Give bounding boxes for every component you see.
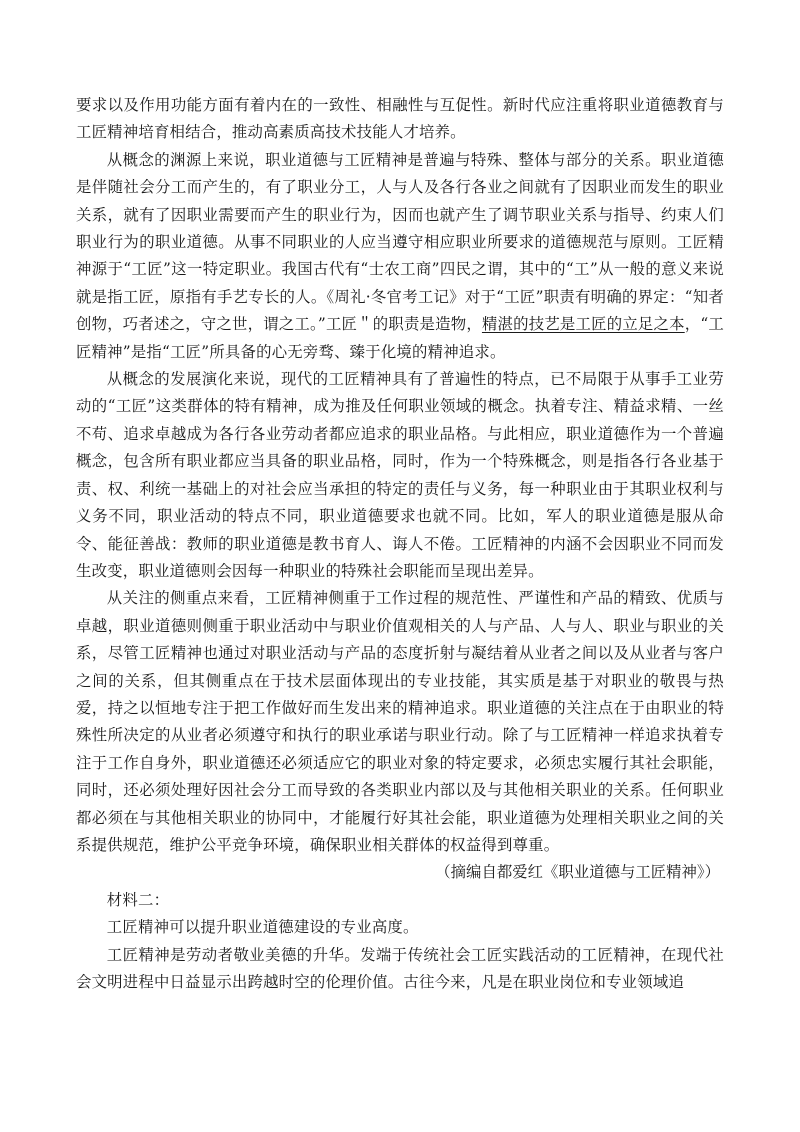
- paragraph-continuation: 要求以及作用功能方面有着内在的一致性、相融性与互促性。新时代应注重将职业道德教育与工匠精神培育相结合，推动高素质高技术技能人才培养。: [76, 96, 724, 142]
- material-two-paragraph: 工匠精神是劳动者敬业美德的升华。发端于传统社会工匠实践活动的工匠精神，在现代社会文明进程中日益显示出跨越时空的伦理价值。古往今来，凡是在职业岗位和专业领域追: [76, 945, 724, 991]
- paragraph-concept-origin: [76, 147, 724, 366]
- underlined-phrase: 精湛的技艺是工匠的立足之本: [481, 315, 685, 334]
- paragraph-focus: 从关注的侧重点来看，工匠精神侧重于工作过程的规范性、严谨性和产品的精致、优质与卓越，职业道德则侧重于职业活动中与职业价值观相关的人与产品、人与人、职业与职业的关系，尽管工匠精神也通过对职业活动与产品的态度折射与凝结着从业者之间以及从业者与客户之间的关系，但其侧重点在于技术层面体现出的专业技能，其实质是基于对职业的敬畏与热爱，持之以恒地专注于把工作做好而生发出来的精神追求。职业道德的关注点在于由职业的特殊性所决定的从业者必须遵守和执行的职业承诺与职业行动。除了与工匠精神一样追求执着专注于工作自身外，职业道德还必须适应它的职业对象的特定要求，必须忠实履行其社会职能，同时，还必须处理好因社会分工而导致的各类职业内部以及与其他相关职业的关系。任何职业都必须在与其他相关职业的协同中，才能履行好其社会能，职业道德为处理相关职业之间的关系提供规范，维护公平竞争环境，确保职业相关群体的权益得到尊重。: [76, 589, 724, 854]
- material-two-label: 材料二：: [106, 890, 170, 909]
- document-page: [76, 92, 724, 996]
- paragraph-text: 从概念的渊源上来说，职业道德与工匠精神是普遍与特殊、整体与部分的关系。职业道德是伴随社会分工而产生的，有了职业分工，人与人及各行各业之间就有了因职业而发生的职业关系，就有了因职业需要而产生的职业行为，因而也就产生了调节职业关系与指导、约束人们职业行为的职业道德。从事不同职业的人应当遵守相应职业所要求的道德规范与原则。工匠精神源于“工匠”这一特定职业。我国古代有“士农工商”四民之谓，其中的“工”从一般的意义来说就是指工匠，原指有手艺专长的人。《周礼·冬官考工记》对于“工匠”职责有明确的界定：“知者创物，巧者述之，守之世，谓之工。”工匠＂的职责是造物，: [76, 150, 724, 334]
- source-citation: （摘编自都爱红《职业道德与工匠精神》）: [435, 863, 720, 882]
- paragraph-text: ，“工匠精神”是指“工匠”所具备的心无旁骛、臻于化境的精神追求。: [76, 315, 724, 361]
- material-two-thesis: 工匠精神可以提升职业道德建设的专业高度。: [106, 918, 419, 937]
- paragraph-concept-evolution: 从概念的发展演化来说，现代的工匠精神具有了普遍性的特点，已不局限于从事手工业劳动的“工匠”这类群体的特有精神，成为推及任何职业领域的概念。执着专注、精益求精、一丝不苟、追求卓越成为各行各业劳动者都应追求的职业品格。与此相应，职业道德作为一个普遍概念，包含所有职业都应当具备的职业品格，同时，作为一个特殊概念，则是指各行各业基于责、权、利统一基础上的对社会应当承担的特定的责任与义务，每一种职业由于其职业权利与义务不同，职业活动的特点不同，职业道德要求也就不同。比如，军人的职业道德是服从命令、能征善战：教师的职业道德是教书育人、诲人不倦。工匠精神的内涵不会因职业不同而发生改变，职业道德则会因每一种职业的特殊社会职能而呈现出差异。: [76, 370, 724, 580]
